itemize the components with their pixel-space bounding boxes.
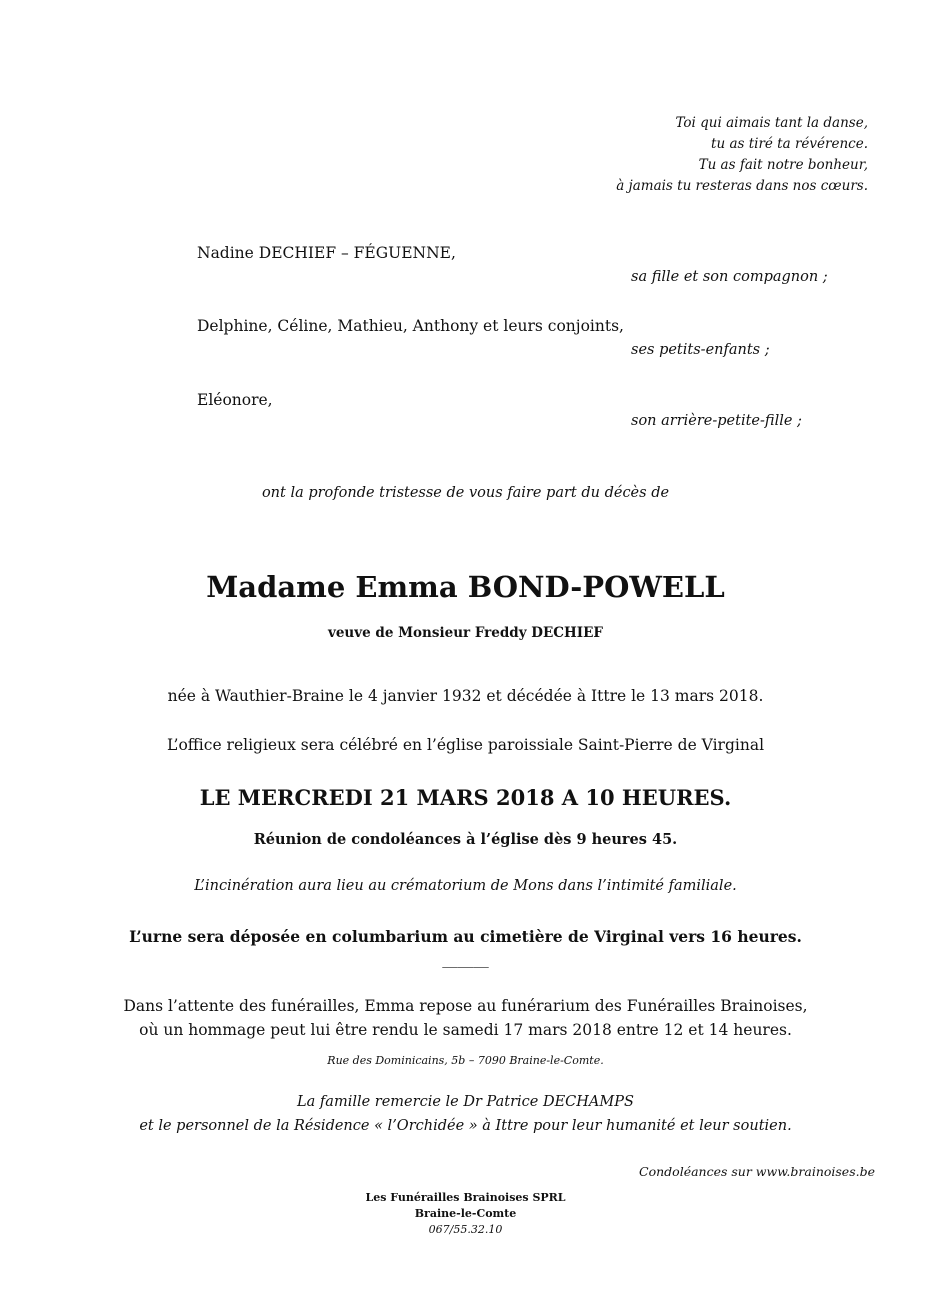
family-relation: sa fille et son compagnon ; [631, 269, 828, 285]
separator: ______ [442, 950, 489, 968]
cremation: L’incinération aura lieu au crématorium de Mons dans l’intimité familiale. [194, 878, 737, 894]
announcement: ont la profonde tristesse de vous faire part du décès de [261, 485, 670, 501]
family-names: Nadine DECHIEF – FÉGUENNE, [197, 244, 456, 262]
footer-phone: 067/55.32.10 [428, 1223, 503, 1236]
deceased-name: Madame Emma BOND-POWELL [206, 570, 725, 604]
funerarium-line: Dans l’attente des funérailles, Emma repose au funérarium des Funérailles Brainoises, [123, 997, 808, 1015]
footer-company: Les Funérailles Brainoises SPRL [365, 1191, 566, 1204]
condolences-meeting: Réunion de condoléances à l’église dès 9 heures 45. [253, 831, 678, 848]
family-names: Eléonore, [197, 391, 273, 409]
online-condolences: Condoléances sur www.brainoises.be [639, 1164, 875, 1179]
service-date: LE MERCREDI 21 MARS 2018 A 10 HEURES. [199, 785, 732, 810]
family-relation: ses petits-enfants ; [631, 342, 770, 358]
thanks-line: et le personnel de la Résidence « l’Orchidée » à Ittre pour leur humanité et leur soutien. [139, 1118, 792, 1134]
poem-line: tu as tiré ta révérence. [711, 136, 868, 152]
service: L’office religieux sera célébré en l’église paroissiale Saint-Pierre de Virginal [166, 736, 765, 754]
footer-city: Braine-le-Comte [414, 1207, 517, 1220]
address: Rue des Dominicains, 5b – 7090 Braine-le-Comte. [327, 1054, 604, 1067]
widow-of: veuve de Monsieur Freddy DECHIEF [328, 625, 603, 641]
family-relation: son arrière-petite-fille ; [631, 413, 802, 429]
birth-death: née à Wauthier-Braine le 4 janvier 1932 et décédée à Ittre le 13 mars 2018. [167, 687, 764, 705]
poem-line: à jamais tu resteras dans nos cœurs. [616, 178, 868, 194]
urn: L’urne sera déposée en columbarium au cimetière de Virginal vers 16 heures. [129, 927, 802, 946]
poem-line: Toi qui aimais tant la danse, [675, 115, 868, 131]
thanks-line: La famille remercie le Dr Patrice DECHAMPS [297, 1094, 634, 1110]
family-names: Delphine, Céline, Mathieu, Anthony et leurs conjoints, [197, 317, 624, 335]
poem-line: Tu as fait notre bonheur, [698, 157, 868, 173]
funerarium-line: où un hommage peut lui être rendu le samedi 17 mars 2018 entre 12 et 14 heures. [139, 1021, 792, 1039]
